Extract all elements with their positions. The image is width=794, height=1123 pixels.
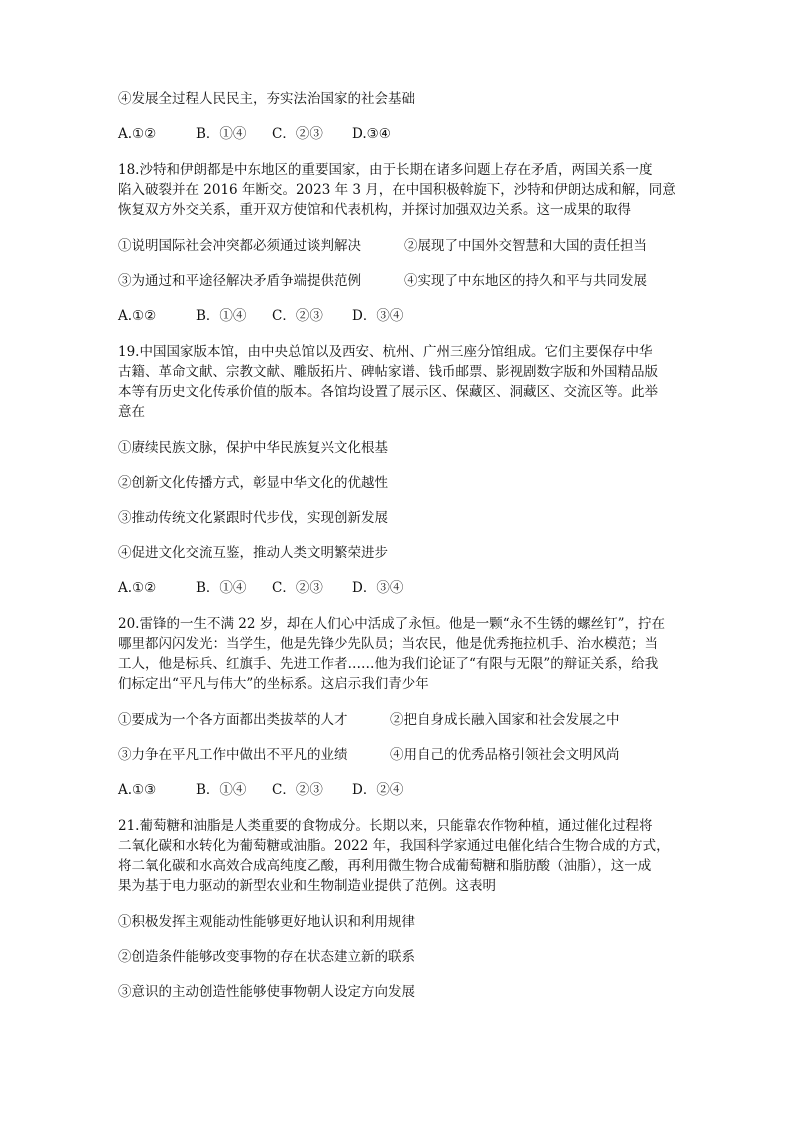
q18-choices-row-2 [118, 272, 678, 290]
q18-choice-2: ②展现了中国外交智慧和大国的责任担当 [404, 238, 647, 254]
choice-text: ①赓续民族文脉，保护中华民族复兴文化根基 [118, 440, 388, 456]
q20-choices-row-1 [118, 711, 678, 729]
q17-choice-4 [118, 90, 678, 108]
stem-line: 古籍、革命文献、宗教文献、雕版拓片、碑帖家谱、钱币邮票、影视剧数字版和外国精品版 [118, 364, 658, 380]
choice-text: ②创新文化传播方式，彰显中华文化的优越性 [118, 475, 388, 491]
choice-text: ③推动传统文化紧跟时代步伐，实现创新发展 [118, 510, 388, 526]
choice-text: ②创造条件能够改变事物的存在状态建立新的联系 [118, 949, 415, 965]
q19-choice-1 [118, 439, 678, 457]
stem-line: 20.雷锋的一生不满 22 岁，却在人们心中活成了永恒。他是一颗“永不生锈的螺丝钉”，拧在 [118, 616, 666, 632]
q20-choice-1: ①要成为一个各方面都出类拔萃的人才 [118, 712, 348, 728]
q18-choice-1: ①说明国际社会冲突都必须通过谈判解决 [118, 238, 361, 254]
option-b: B．①④ [196, 126, 247, 142]
option-d: D．③④ [352, 580, 404, 596]
option-c: C．②③ [272, 308, 323, 324]
stem-line: 工人，他是标兵、红旗手、先进工作者……他为我们论证了“有限与无限”的辩证关系，给我 [118, 656, 659, 672]
q19-options [118, 579, 678, 597]
option-a: A.①② [118, 126, 157, 142]
q20-options [118, 781, 678, 799]
q18-choice-4: ④实现了中东地区的持久和平与共同发展 [404, 273, 647, 289]
q18-choice-3: ③为通过和平途径解决矛盾争端提供范例 [118, 273, 361, 289]
stem-line: 将二氧化碳和水高效合成高纯度乙酸，再利用微生物合成葡萄糖和脂肪酸（油脂），这一成 [118, 858, 652, 874]
q19-stem [118, 342, 678, 422]
choice-text: ③意识的主动创造性能够使事物朝人设定方向发展 [118, 984, 415, 1000]
q20-choice-3: ③力争在平凡工作中做出不平凡的业绩 [118, 747, 348, 763]
q17-options [118, 125, 678, 143]
q21-choice-3 [118, 983, 678, 1001]
stem-line: 21.葡萄糖和油脂是人类重要的食物成分。长期以来，只能靠农作物种植，通过催化过程将 [118, 818, 653, 834]
q18-choices-row-1 [118, 237, 678, 255]
stem-line: 陷入破裂并在 2016 年断交。2023 年 3 月，在中国积极斡旋下，沙特和伊朗达成和解，同意 [118, 182, 676, 198]
option-a: A.①③ [118, 782, 157, 798]
option-b: B．①④ [196, 782, 247, 798]
option-a: A.①② [118, 308, 157, 324]
choice-text: ④发展全过程人民民主，夯实法治国家的社会基础 [118, 91, 415, 107]
stem-line: 二氧化碳和水转化为葡萄糖或油脂。2022 年，我国科学家通过电催化结合生物合成的方式， [118, 838, 670, 854]
q19-choice-2 [118, 474, 678, 492]
q19-choice-3 [118, 509, 678, 527]
q21-choice-1 [118, 913, 678, 931]
option-d: D．②④ [352, 782, 404, 798]
option-d: D．③④ [352, 308, 404, 324]
q20-choice-4: ④用自己的优秀品格引领社会文明风尚 [390, 747, 620, 763]
stem-line: 19.中国国家版本馆，由中央总馆以及西安、杭州、广州三座分馆组成。它们主要保存中华 [118, 344, 653, 360]
q21-choice-2 [118, 948, 678, 966]
q21-stem [118, 816, 678, 896]
option-c: C．②③ [272, 782, 323, 798]
exam-page [118, 90, 678, 1018]
stem-line: 们标定出“平凡与伟大”的坐标系。这启示我们青少年 [118, 676, 429, 692]
stem-line: 意在 [118, 404, 145, 420]
option-b: B．①④ [196, 308, 247, 324]
option-c: C．②③ [272, 126, 323, 142]
option-d: D.③④ [352, 126, 391, 142]
choice-text: ①积极发挥主观能动性能够更好地认识和利用规律 [118, 914, 415, 930]
stem-line: 恢复双方外交关系，重开双方使馆和代表机构，并探讨加强双边关系。这一成果的取得 [118, 202, 631, 218]
option-a: A.①② [118, 580, 157, 596]
q20-choice-2: ②把自身成长融入国家和社会发展之中 [390, 712, 620, 728]
q19-choice-4 [118, 544, 678, 562]
stem-line: 18.沙特和伊朗都是中东地区的重要国家，由于长期在诸多问题上存在矛盾，两国关系一度 [118, 162, 653, 178]
q20-choices-row-2 [118, 746, 678, 764]
option-b: B．①④ [196, 580, 247, 596]
choice-text: ④促进文化交流互鉴，推动人类文明繁荣进步 [118, 545, 388, 561]
stem-line: 本等有历史文化传承价值的版本。各馆均设置了展示区、保藏区、洞藏区、交流区等。此举 [118, 384, 658, 400]
q20-stem [118, 614, 678, 694]
option-c: C．②③ [272, 580, 323, 596]
q18-options [118, 307, 678, 325]
stem-line: 果为基于电力驱动的新型农业和生物制造业提供了范例。这表明 [118, 878, 496, 894]
q18-stem [118, 160, 678, 220]
stem-line: 哪里都闪闪发光：当学生，他是先锋少先队员；当农民，他是优秀拖拉机手、治水模范；当 [118, 636, 658, 652]
